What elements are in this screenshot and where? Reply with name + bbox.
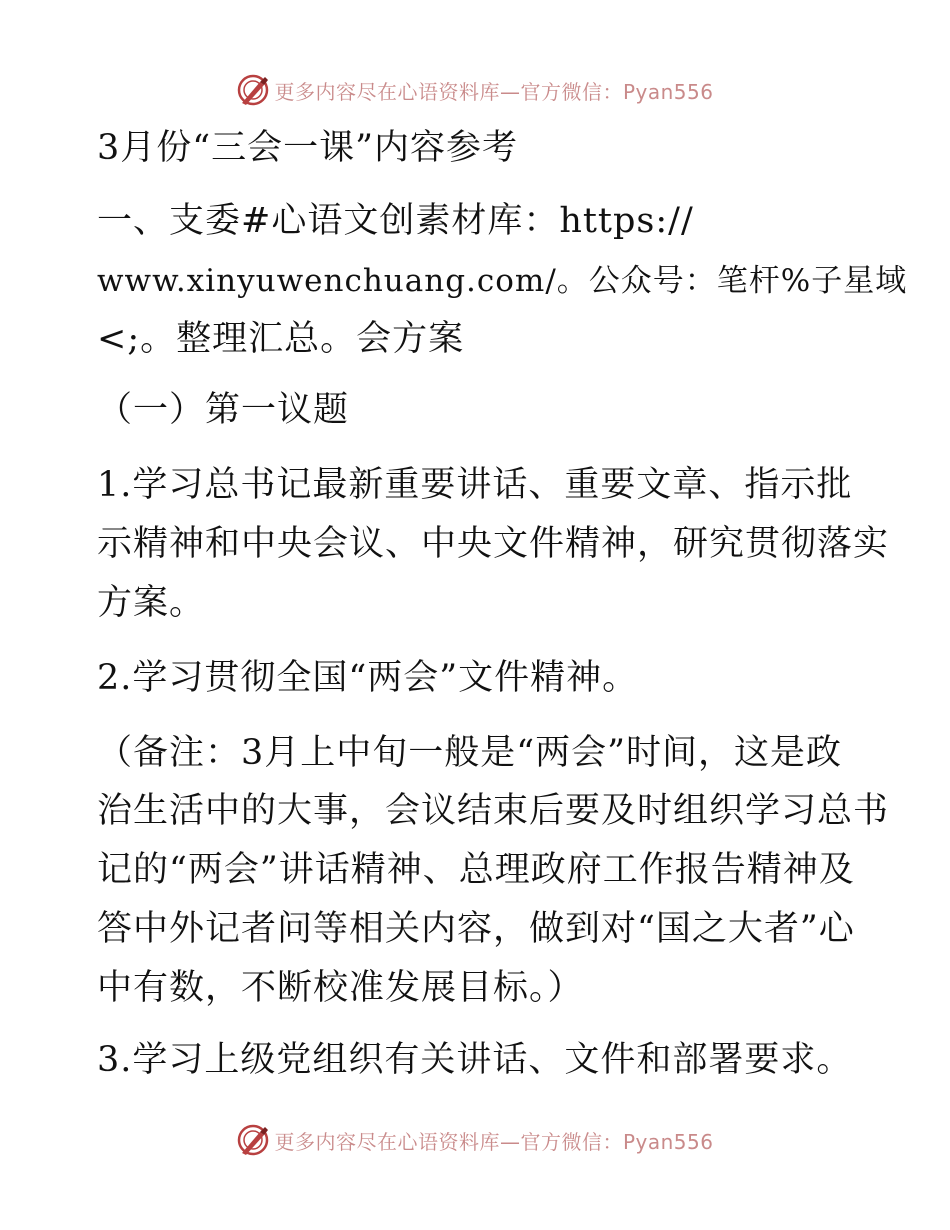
doc-title: 3月份“三会一课”内容参考 bbox=[97, 128, 519, 168]
doc-line: 一、支委#心语文创素材库：https:// bbox=[97, 201, 694, 241]
doc-section-heading: （一）第一议题 bbox=[97, 390, 350, 430]
doc-line: 中有数，不断校准发展目标。） bbox=[97, 968, 584, 1008]
pen-circle-logo-icon bbox=[236, 73, 270, 107]
doc-line: 3.学习上级党组织有关讲话、文件和部署要求。 bbox=[97, 1040, 853, 1080]
doc-line: 治生活中的大事，会议结束后要及时组织学习总书 bbox=[97, 791, 890, 831]
doc-line: 答中外记者问等相关内容，做到对“国之大者”心 bbox=[97, 909, 855, 949]
pen-circle-logo-icon bbox=[236, 1123, 270, 1157]
doc-line: （备注：3月上中旬一般是“两会”时间，这是政 bbox=[97, 733, 843, 773]
doc-line: 方案。 bbox=[97, 583, 206, 623]
watermark-text: 更多内容尽在心语资料库—官方微信：Pyan556 bbox=[274, 1129, 714, 1154]
header-watermark bbox=[0, 70, 950, 110]
doc-line: <;。整理汇总。会方案 bbox=[97, 319, 465, 359]
doc-line: 2.学习贯彻全国“两会”文件精神。 bbox=[97, 658, 639, 698]
footer-watermark bbox=[0, 1120, 950, 1160]
doc-line: 示精神和中央会议、中央文件精神，研究贯彻落实 bbox=[97, 524, 890, 564]
doc-line: 记的“两会”讲话精神、总理政府工作报告精神及 bbox=[97, 850, 855, 890]
watermark-text: 更多内容尽在心语资料库—官方微信：Pyan556 bbox=[274, 79, 714, 104]
doc-line: www.xinyuwenchuang.com/。公众号：笔杆%子星域 bbox=[97, 263, 908, 299]
doc-line: 1.学习总书记最新重要讲话、重要文章、指示批 bbox=[97, 465, 853, 505]
